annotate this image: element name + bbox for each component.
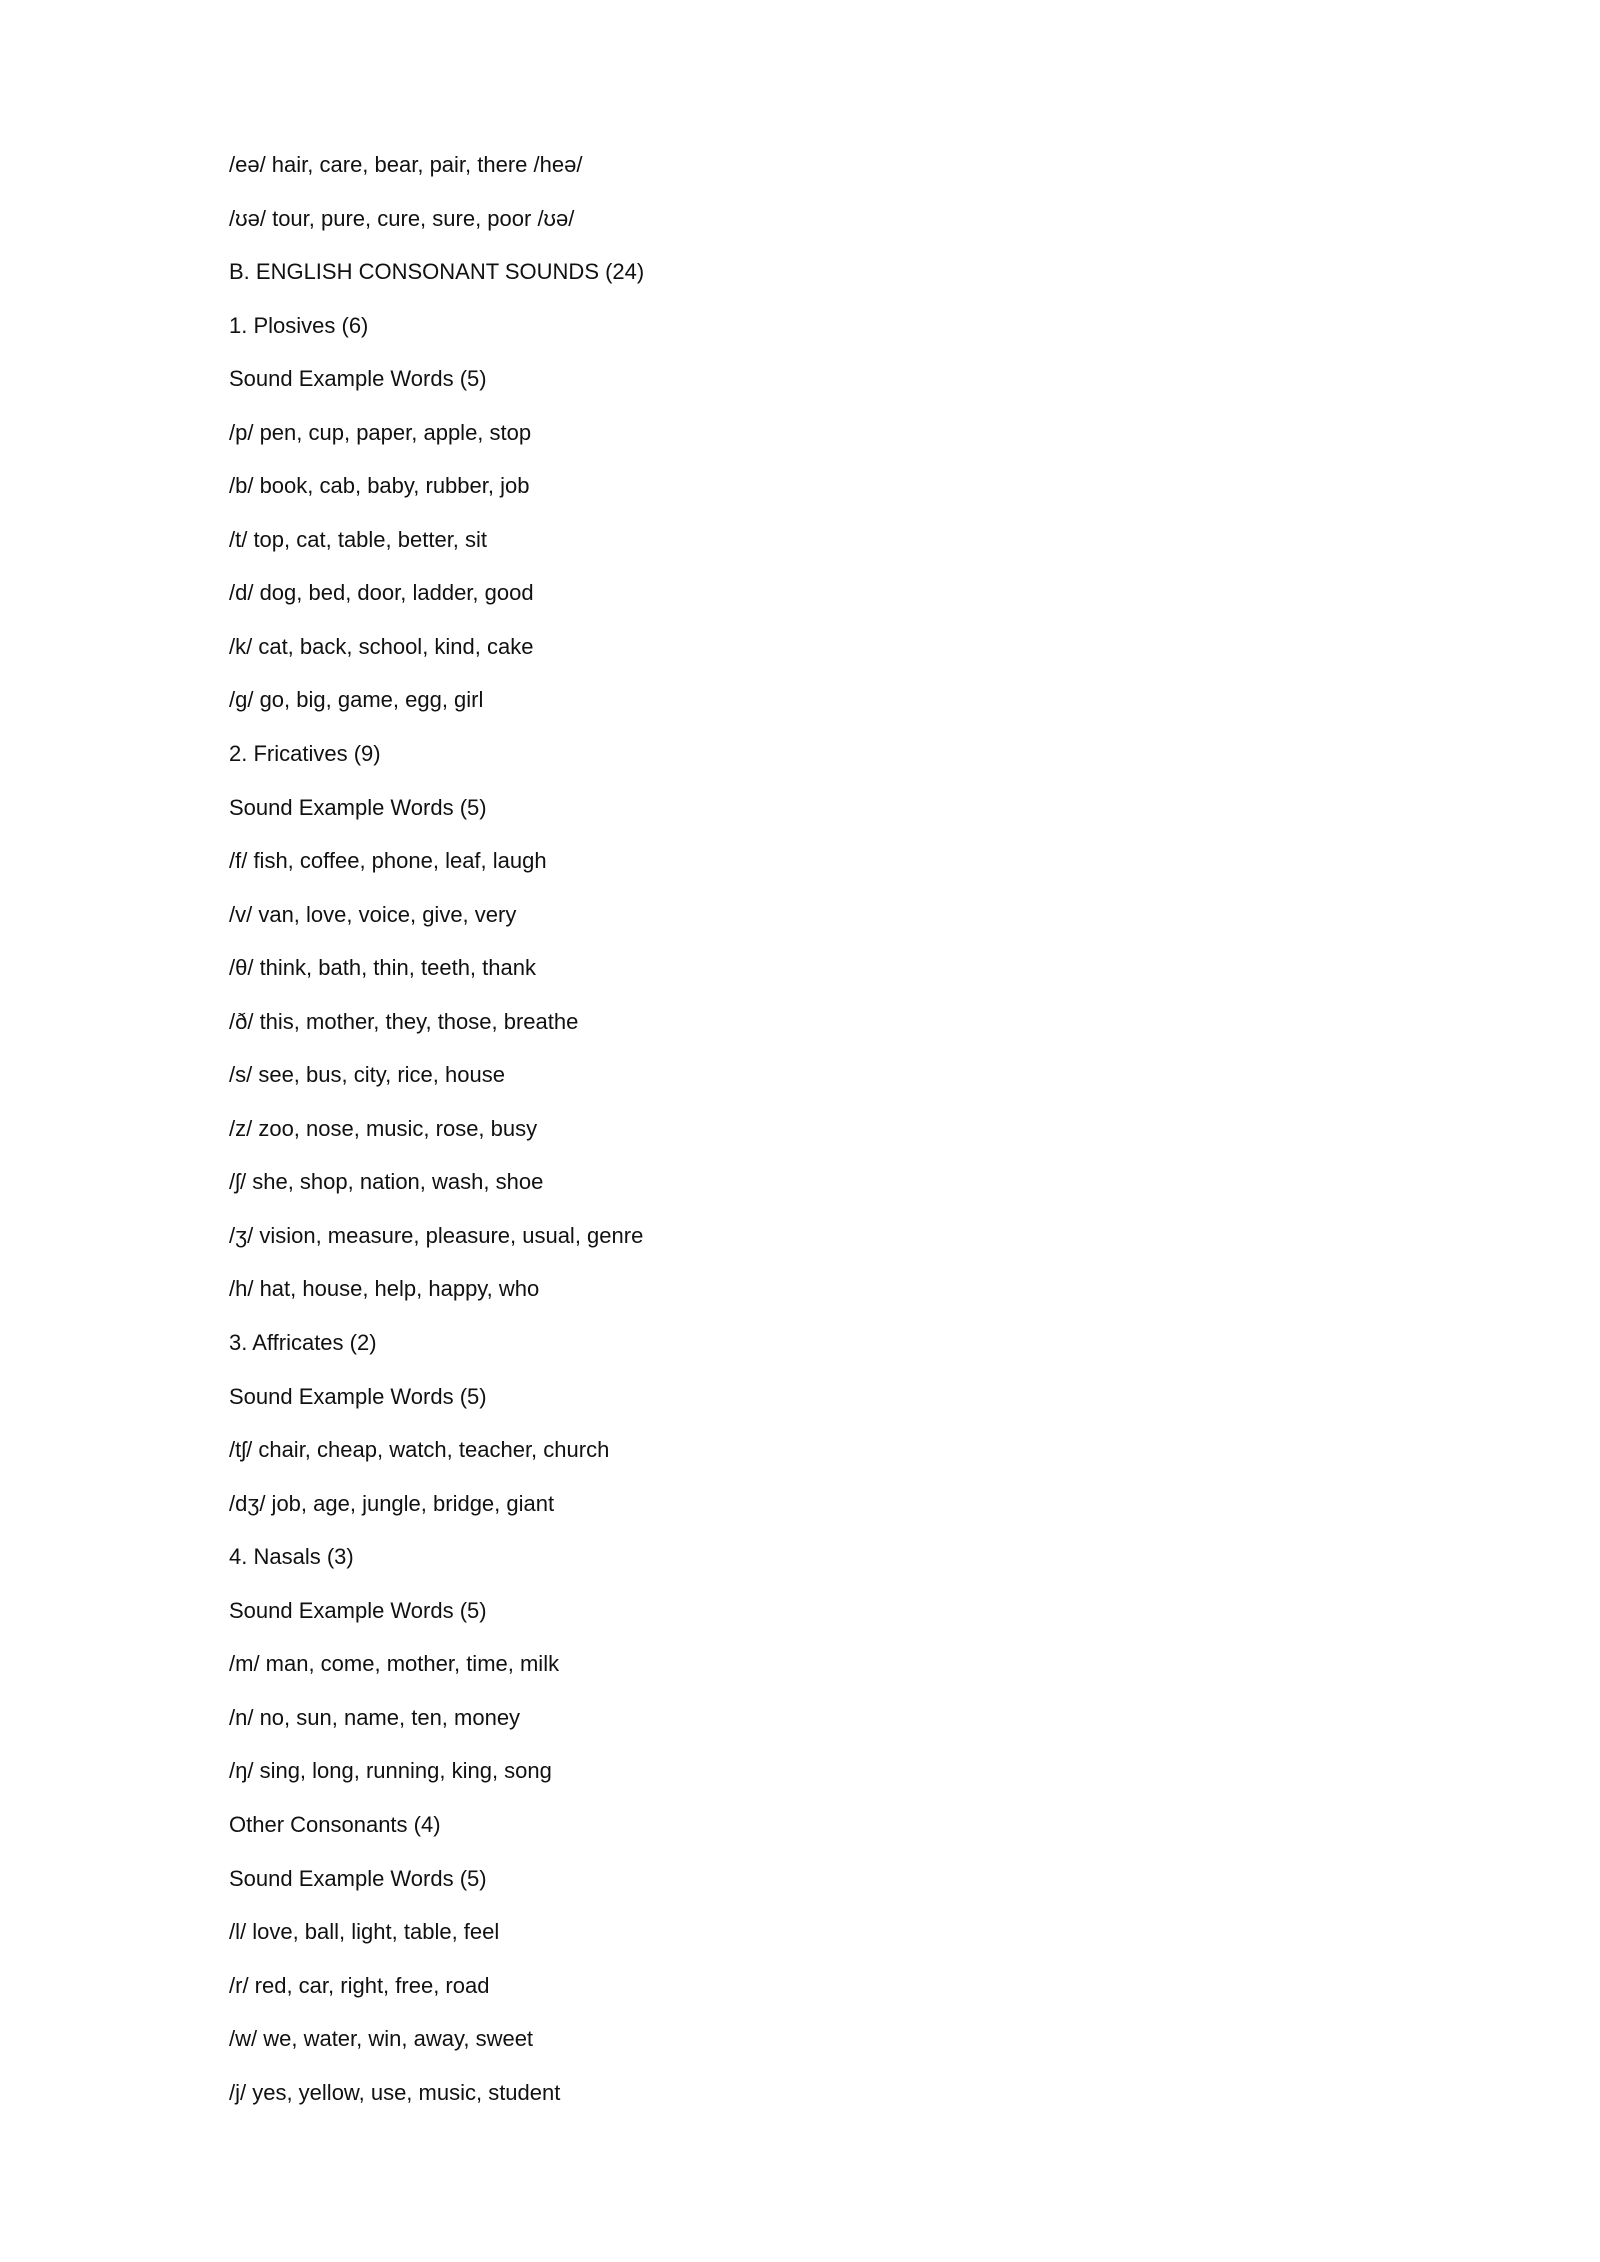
column-header: Sound Example Words (5) bbox=[229, 794, 487, 820]
vowel-line-ua: /ʊə/ tour, pure, cure, sure, poor /ʊə/ bbox=[229, 205, 575, 231]
subsection-heading-fricatives: 2. Fricatives (9) bbox=[229, 741, 381, 767]
sound-line: /z/ zoo, nose, music, rose, busy bbox=[229, 1115, 538, 1141]
sound-line: /n/ no, sun, name, ten, money bbox=[229, 1704, 521, 1730]
document-body bbox=[229, 150, 1379, 2131]
sound-line: /ʃ/ she, shop, nation, wash, shoe bbox=[229, 1169, 544, 1195]
sound-line: /r/ red, car, right, free, road bbox=[229, 1972, 490, 1998]
sound-line: /j/ yes, yellow, use, music, student bbox=[229, 2079, 561, 2105]
sound-line: /v/ van, love, voice, give, very bbox=[229, 901, 517, 927]
sound-line: /b/ book, cab, baby, rubber, job bbox=[229, 473, 530, 499]
column-header: Sound Example Words (5) bbox=[229, 366, 487, 392]
column-header: Sound Example Words (5) bbox=[229, 1383, 487, 1409]
sound-line: /f/ fish, coffee, phone, leaf, laugh bbox=[229, 848, 547, 874]
column-header: Sound Example Words (5) bbox=[229, 1597, 487, 1623]
sound-line: /s/ see, bus, city, rice, house bbox=[229, 1062, 505, 1088]
sound-line: /ʒ/ vision, measure, pleasure, usual, genre bbox=[229, 1222, 644, 1248]
column-header: Sound Example Words (5) bbox=[229, 1865, 487, 1891]
sound-line: /t/ top, cat, table, better, sit bbox=[229, 526, 488, 552]
sound-line: /dʒ/ job, age, jungle, bridge, giant bbox=[229, 1490, 555, 1516]
sound-line: /θ/ think, bath, thin, teeth, thank bbox=[229, 955, 536, 981]
subsection-heading-other: Other Consonants (4) bbox=[229, 1811, 441, 1837]
sound-line: /ð/ this, mother, they, those, breathe bbox=[229, 1008, 579, 1034]
vowel-line-ea: /eə/ hair, care, bear, pair, there /heə/ bbox=[229, 152, 583, 177]
sound-line: /m/ man, come, mother, time, milk bbox=[229, 1651, 560, 1677]
sound-line: /l/ love, ball, light, table, feel bbox=[229, 1919, 500, 1945]
section-heading: B. ENGLISH CONSONANT SOUNDS (24) bbox=[229, 259, 645, 285]
sound-line: /h/ hat, house, help, happy, who bbox=[229, 1276, 540, 1302]
sound-line: /ŋ/ sing, long, running, king, song bbox=[229, 1758, 552, 1784]
subsection-heading-affricates: 3. Affricates (2) bbox=[229, 1330, 377, 1356]
sound-line: /d/ dog, bed, door, ladder, good bbox=[229, 580, 534, 606]
sound-line: /g/ go, big, game, egg, girl bbox=[229, 687, 484, 713]
subsection-heading-nasals: 4. Nasals (3) bbox=[229, 1544, 354, 1570]
sound-line: /tʃ/ chair, cheap, watch, teacher, church bbox=[229, 1437, 610, 1463]
sound-line: /k/ cat, back, school, kind, cake bbox=[229, 633, 534, 659]
subsection-heading-plosives: 1. Plosives (6) bbox=[229, 312, 369, 338]
sound-line: /w/ we, water, win, away, sweet bbox=[229, 2026, 534, 2052]
sound-line: /p/ pen, cup, paper, apple, stop bbox=[229, 419, 532, 445]
